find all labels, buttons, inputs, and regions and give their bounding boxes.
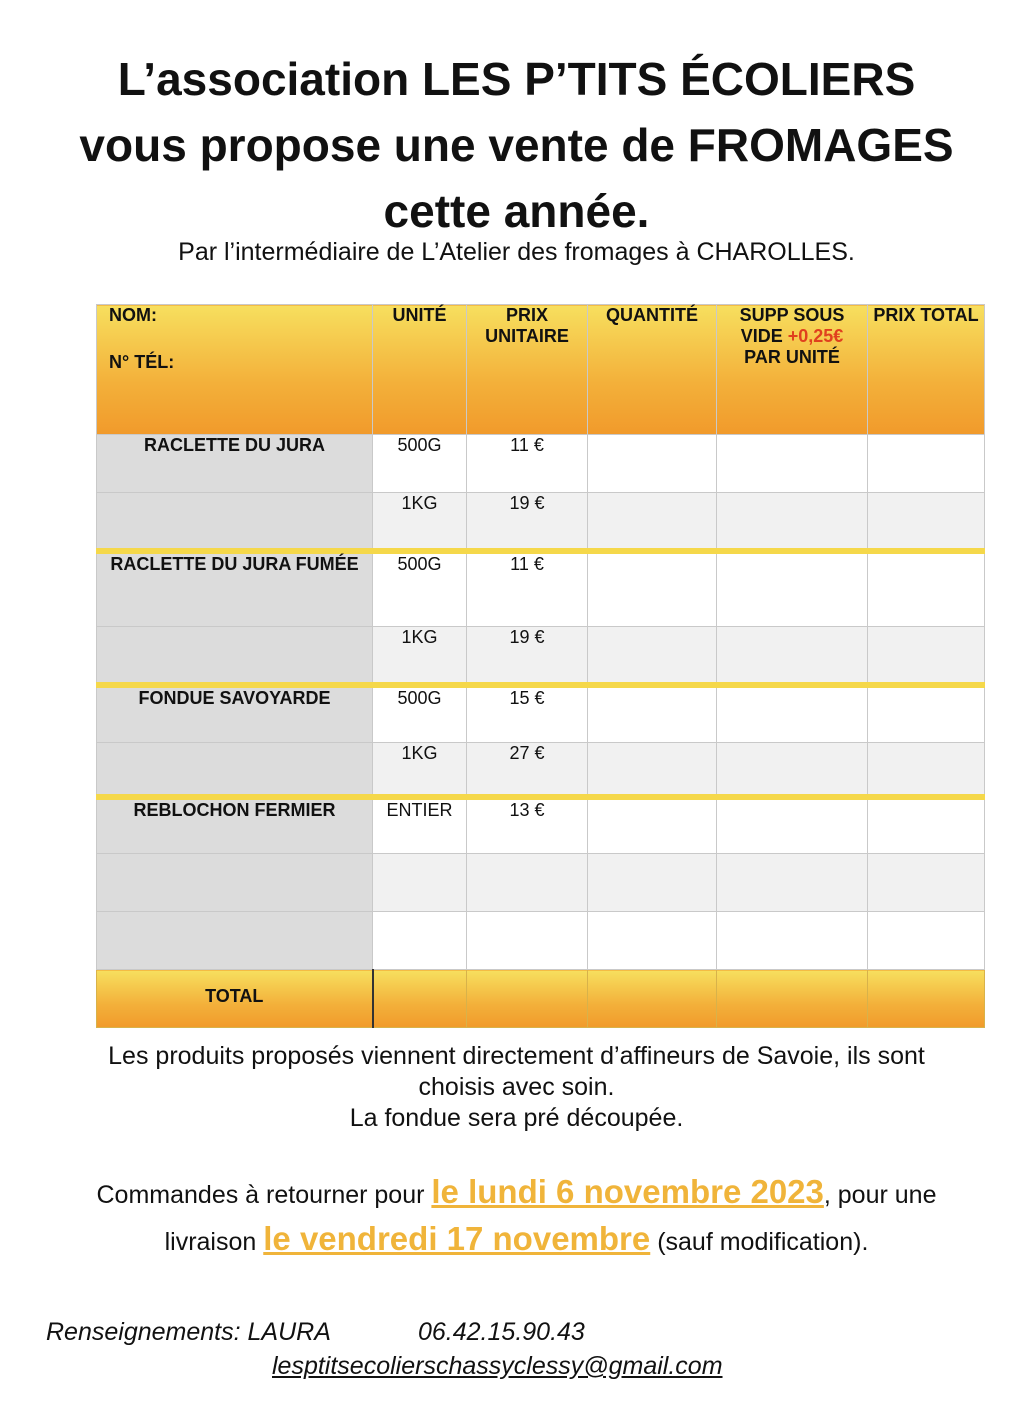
header-unite: UNITÉ <box>373 305 467 435</box>
product-info <box>0 1041 1033 1134</box>
price-cell: 11 € <box>467 435 588 493</box>
order-deadline <box>0 1170 1033 1264</box>
page-title <box>0 46 1033 244</box>
product-name: FONDUE SAVOYARDE <box>97 685 373 743</box>
quantity-cell[interactable] <box>588 854 717 912</box>
info-line-3: La fondue sera pré découpée. <box>349 1104 684 1132</box>
unit-cell: 1KG <box>373 627 467 685</box>
title-line-1: L’association LES P’TITS ÉCOLIERS <box>117 53 916 105</box>
vacuum-supplement-cell[interactable] <box>717 912 868 970</box>
order-form-table <box>96 304 985 1028</box>
table-row <box>97 551 985 627</box>
product-name <box>97 627 373 685</box>
vacuum-supplement-cell[interactable] <box>717 493 868 551</box>
total-price-unit-cell <box>467 970 588 1028</box>
grand-total-cell[interactable] <box>868 970 985 1028</box>
subtitle: Par l’intermédiaire de L’Atelier des fromages à CHAROLLES. <box>178 238 855 266</box>
price-cell: 19 € <box>467 493 588 551</box>
price-cell: 27 € <box>467 743 588 797</box>
header-supp-line-3: PAR UNITÉ <box>744 347 840 367</box>
quantity-cell[interactable] <box>588 435 717 493</box>
total-price-cell[interactable] <box>868 854 985 912</box>
table-row <box>97 627 985 685</box>
order-deadline-date: le lundi 6 novembre 2023 <box>431 1173 824 1210</box>
product-name <box>97 493 373 551</box>
order-text-3: livraison <box>164 1228 264 1256</box>
contact-label: Renseignements: LAURA <box>46 1318 331 1346</box>
table-row <box>97 912 985 970</box>
unit-cell: 1KG <box>373 743 467 797</box>
vacuum-supplement-cell[interactable] <box>717 854 868 912</box>
header-nom: NOM: <box>109 305 157 325</box>
unit-cell: 500G <box>373 435 467 493</box>
product-name <box>97 743 373 797</box>
total-unit-cell <box>373 970 467 1028</box>
total-price-cell[interactable] <box>868 797 985 854</box>
quantity-cell[interactable] <box>588 627 717 685</box>
contact-phone[interactable]: 06.42.15.90.43 <box>418 1318 585 1346</box>
price-cell: 19 € <box>467 627 588 685</box>
header-supp-price: +0,25€ <box>787 326 844 346</box>
total-price-cell[interactable] <box>868 685 985 743</box>
price-cell: 11 € <box>467 551 588 627</box>
product-name: RACLETTE DU JURA FUMÉE <box>97 551 373 627</box>
header-supp-line-1: SUPP SOUS <box>739 305 845 325</box>
unit-cell: 500G <box>373 551 467 627</box>
title-line-3: cette année. <box>383 185 650 237</box>
price-cell[interactable] <box>467 912 588 970</box>
vacuum-supplement-cell[interactable] <box>717 797 868 854</box>
total-supplement-cell[interactable] <box>717 970 868 1028</box>
vacuum-supplement-cell[interactable] <box>717 435 868 493</box>
unit-cell[interactable] <box>373 854 467 912</box>
order-text-2: , pour une <box>823 1181 937 1209</box>
order-text-4: (sauf modification). <box>650 1228 869 1256</box>
total-row <box>97 970 985 1028</box>
header-name-phone <box>97 305 373 435</box>
price-cell: 13 € <box>467 797 588 854</box>
quantity-cell[interactable] <box>588 743 717 797</box>
total-price-cell[interactable] <box>868 493 985 551</box>
delivery-date: le vendredi 17 novembre <box>263 1220 651 1257</box>
product-name <box>97 854 373 912</box>
vacuum-supplement-cell[interactable] <box>717 627 868 685</box>
header-tel: N° TÉL: <box>109 352 175 372</box>
quantity-cell[interactable] <box>588 685 717 743</box>
quantity-cell[interactable] <box>588 493 717 551</box>
quantity-cell[interactable] <box>588 551 717 627</box>
table-row <box>97 435 985 493</box>
product-name: REBLOCHON FERMIER <box>97 797 373 854</box>
header-supp-sous-vide <box>717 305 868 435</box>
product-name <box>97 912 373 970</box>
table-row <box>97 685 985 743</box>
vacuum-supplement-cell[interactable] <box>717 743 868 797</box>
total-price-cell[interactable] <box>868 912 985 970</box>
header-quantite: QUANTITÉ <box>588 305 717 435</box>
header-supp-line-2: VIDE <box>740 326 788 346</box>
order-text-1: Commandes à retourner pour <box>96 1181 432 1209</box>
vacuum-supplement-cell[interactable] <box>717 551 868 627</box>
contact-email-link[interactable]: lesptitsecolierschassyclessy@gmail.com <box>272 1352 723 1380</box>
total-price-cell[interactable] <box>868 551 985 627</box>
title-line-2: vous propose une vente de FROMAGES <box>79 119 954 171</box>
total-price-cell[interactable] <box>868 435 985 493</box>
unit-cell: ENTIER <box>373 797 467 854</box>
total-price-cell[interactable] <box>868 627 985 685</box>
price-cell[interactable] <box>467 854 588 912</box>
header-prix-unitaire: PRIX UNITAIRE <box>467 305 588 435</box>
table-row <box>97 854 985 912</box>
info-line-2: choisis avec soin. <box>418 1073 615 1101</box>
quantity-cell[interactable] <box>588 912 717 970</box>
unit-cell[interactable] <box>373 912 467 970</box>
total-label: TOTAL <box>97 970 373 1028</box>
vacuum-supplement-cell[interactable] <box>717 685 868 743</box>
unit-cell: 1KG <box>373 493 467 551</box>
header-prix-total: PRIX TOTAL <box>868 305 985 435</box>
price-cell: 15 € <box>467 685 588 743</box>
total-price-cell[interactable] <box>868 743 985 797</box>
unit-cell: 500G <box>373 685 467 743</box>
table-row <box>97 797 985 854</box>
product-name: RACLETTE DU JURA <box>97 435 373 493</box>
table-row <box>97 493 985 551</box>
table-row <box>97 743 985 797</box>
info-line-1: Les produits proposés viennent directement d’affineurs de Savoie, ils sont <box>108 1042 925 1070</box>
quantity-cell[interactable] <box>588 797 717 854</box>
total-quantity-cell[interactable] <box>588 970 717 1028</box>
